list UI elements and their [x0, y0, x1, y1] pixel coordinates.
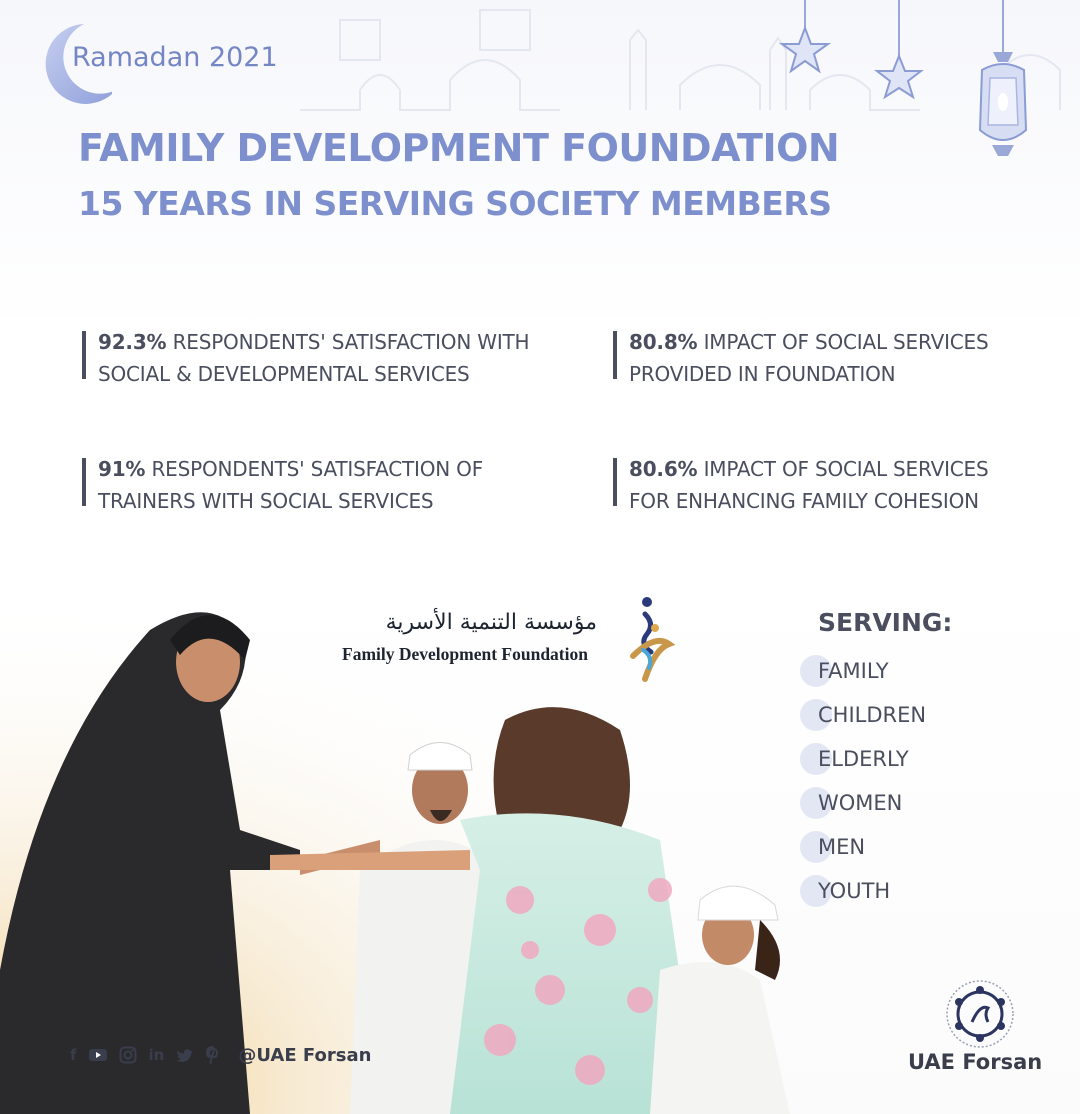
pinterest-icon[interactable]: [206, 1046, 220, 1064]
serving-item: [800, 696, 1070, 740]
hanging-star-icon-2: [866, 0, 932, 115]
serving-item: [800, 872, 1070, 916]
social-bar: [70, 1042, 371, 1068]
stat-item: [613, 327, 1009, 390]
social-handle: @UAE Forsan: [238, 1044, 372, 1066]
serving-item-label: YOUTH: [818, 879, 891, 903]
serving-item-label: WOMEN: [818, 791, 903, 815]
stat-text: RESPONDENTS' SATISFACTION OF TRAINERS WITH SOCIAL SERVICES: [98, 457, 484, 513]
foundation-name-english: Family Development Foundation: [342, 644, 588, 664]
mosque-skyline-decoration: [300, 0, 1080, 120]
serving-item: [800, 740, 1070, 784]
foundation-name-arabic: مؤسسة التنمية الأسرية: [385, 610, 597, 635]
stat-value: 80.8%: [629, 330, 698, 354]
youtube-icon[interactable]: [89, 1048, 107, 1062]
serving-item-label: FAMILY: [818, 659, 889, 683]
stat-text: IMPACT OF SOCIAL SERVICES PROVIDED IN FOUNDATION: [629, 330, 989, 386]
stat-item: [613, 454, 1009, 517]
title-line-1: FAMILY DEVELOPMENT FOUNDATION: [78, 126, 840, 170]
facebook-icon[interactable]: f: [70, 1046, 77, 1064]
title-line-2: 15 YEARS IN SERVING SOCIETY MEMBERS: [78, 184, 832, 223]
twitter-icon[interactable]: [176, 1048, 194, 1063]
serving-item-label: CHILDREN: [818, 703, 927, 727]
lantern-icon: [968, 0, 1038, 160]
stat-text: RESPONDENTS' SATISFACTION WITH SOCIAL & DEVELOPMENTAL SERVICES: [98, 330, 530, 386]
linkedin-icon[interactable]: in: [148, 1046, 165, 1064]
stat-value: 80.6%: [629, 457, 698, 481]
serving-item: [800, 828, 1070, 872]
stat-text: IMPACT OF SOCIAL SERVICES FOR ENHANCING FAMILY COHESION: [629, 457, 989, 513]
uae-forsan-logo: [944, 978, 1016, 1050]
serving-list: [800, 652, 1070, 916]
hanging-star-icon: [770, 0, 840, 90]
page-title: [78, 122, 978, 234]
instagram-icon[interactable]: [119, 1046, 137, 1064]
serving-title: SERVING:: [818, 608, 953, 637]
serving-item: [800, 652, 1070, 696]
foundation-mark-icon: [625, 594, 675, 684]
family-development-foundation-logo: [330, 590, 675, 685]
stat-value: 91%: [98, 457, 146, 481]
stat-item: [82, 327, 538, 390]
ramadan-brand: [32, 18, 322, 108]
serving-item: [800, 784, 1070, 828]
stat-item: [82, 454, 528, 517]
org-name: UAE Forsan: [908, 1050, 1043, 1074]
brand-title: Ramadan 2021: [72, 42, 278, 73]
stat-value: 92.3%: [98, 330, 167, 354]
serving-item-label: ELDERLY: [818, 747, 909, 771]
serving-item-label: MEN: [818, 835, 866, 859]
